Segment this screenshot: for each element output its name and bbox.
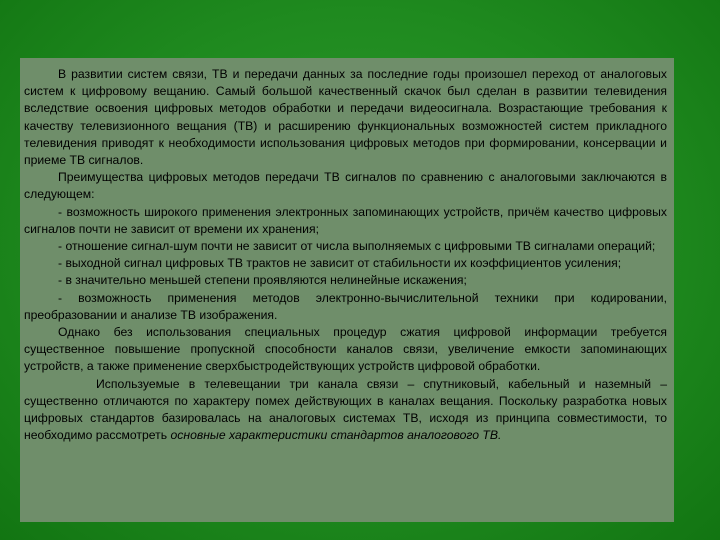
paragraph-channels bbox=[24, 376, 667, 445]
list-item: - в значительно меньшей степени проявляются нелинейные искажения; bbox=[58, 273, 467, 288]
document-body bbox=[24, 66, 667, 444]
paragraph-intro: В развитии систем связи, ТВ и передачи данных за последние годы произошел переход от аналоговых систем к цифровому вещанию. Самый большой качественный скачок был сделан в развитии телевидения вследствие освоения цифровых методов обработки и передачи видеосигнала. Возрастающие требования к качеству телевизионного вещания (ТВ) и расширению функциональных возможностей систем прикладного телевидения приводят к необходимости использования цифровых методов при формировании, консервации и приеме ТВ сигналов. bbox=[24, 67, 667, 168]
paragraph-channels-text: Используемые в телевещании три канала связи – спутниковый, кабельный и наземный – существенно отличаются по характеру помех действующих в каналах вещания. Поскольку разработка новых цифровых стандартов базировалась на аналоговых системах ТВ, исходя из принципа совместимости, то необходимо рассмотреть bbox=[24, 376, 667, 443]
list-item: - возможность применения методов электронно-вычислительной техники при кодировании, преобразовании и анализе ТВ изображения. bbox=[24, 290, 667, 322]
paragraph-advantages: Преимущества цифровых методов передачи ТВ сигналов по сравнению с аналоговыми заключаются в следующем: bbox=[24, 170, 667, 202]
paragraph-compression: Однако без использования специальных процедур сжатия цифровой информации требуется существенное повышение пропускной способности каналов связи, увеличение емкости запоминающих устройств, а также применение сверхбыстродействующих устройств цифровой обработки. bbox=[24, 325, 667, 374]
list-item: - отношение сигнал-шум почти не зависит от числа выполняемых с цифровыми ТВ сигналами операций; bbox=[58, 239, 656, 254]
paragraph-channels-italic: основные характеристики стандартов аналогового ТВ. bbox=[170, 428, 502, 443]
list-item: - выходной сигнал цифровых ТВ трактов не зависит от стабильности их коэффициентов усиления; bbox=[58, 256, 622, 271]
list-item: - возможность широкого применения электронных запоминающих устройств, причём качество цифровых сигналов почти не зависит от времени их хранения; bbox=[24, 204, 667, 236]
